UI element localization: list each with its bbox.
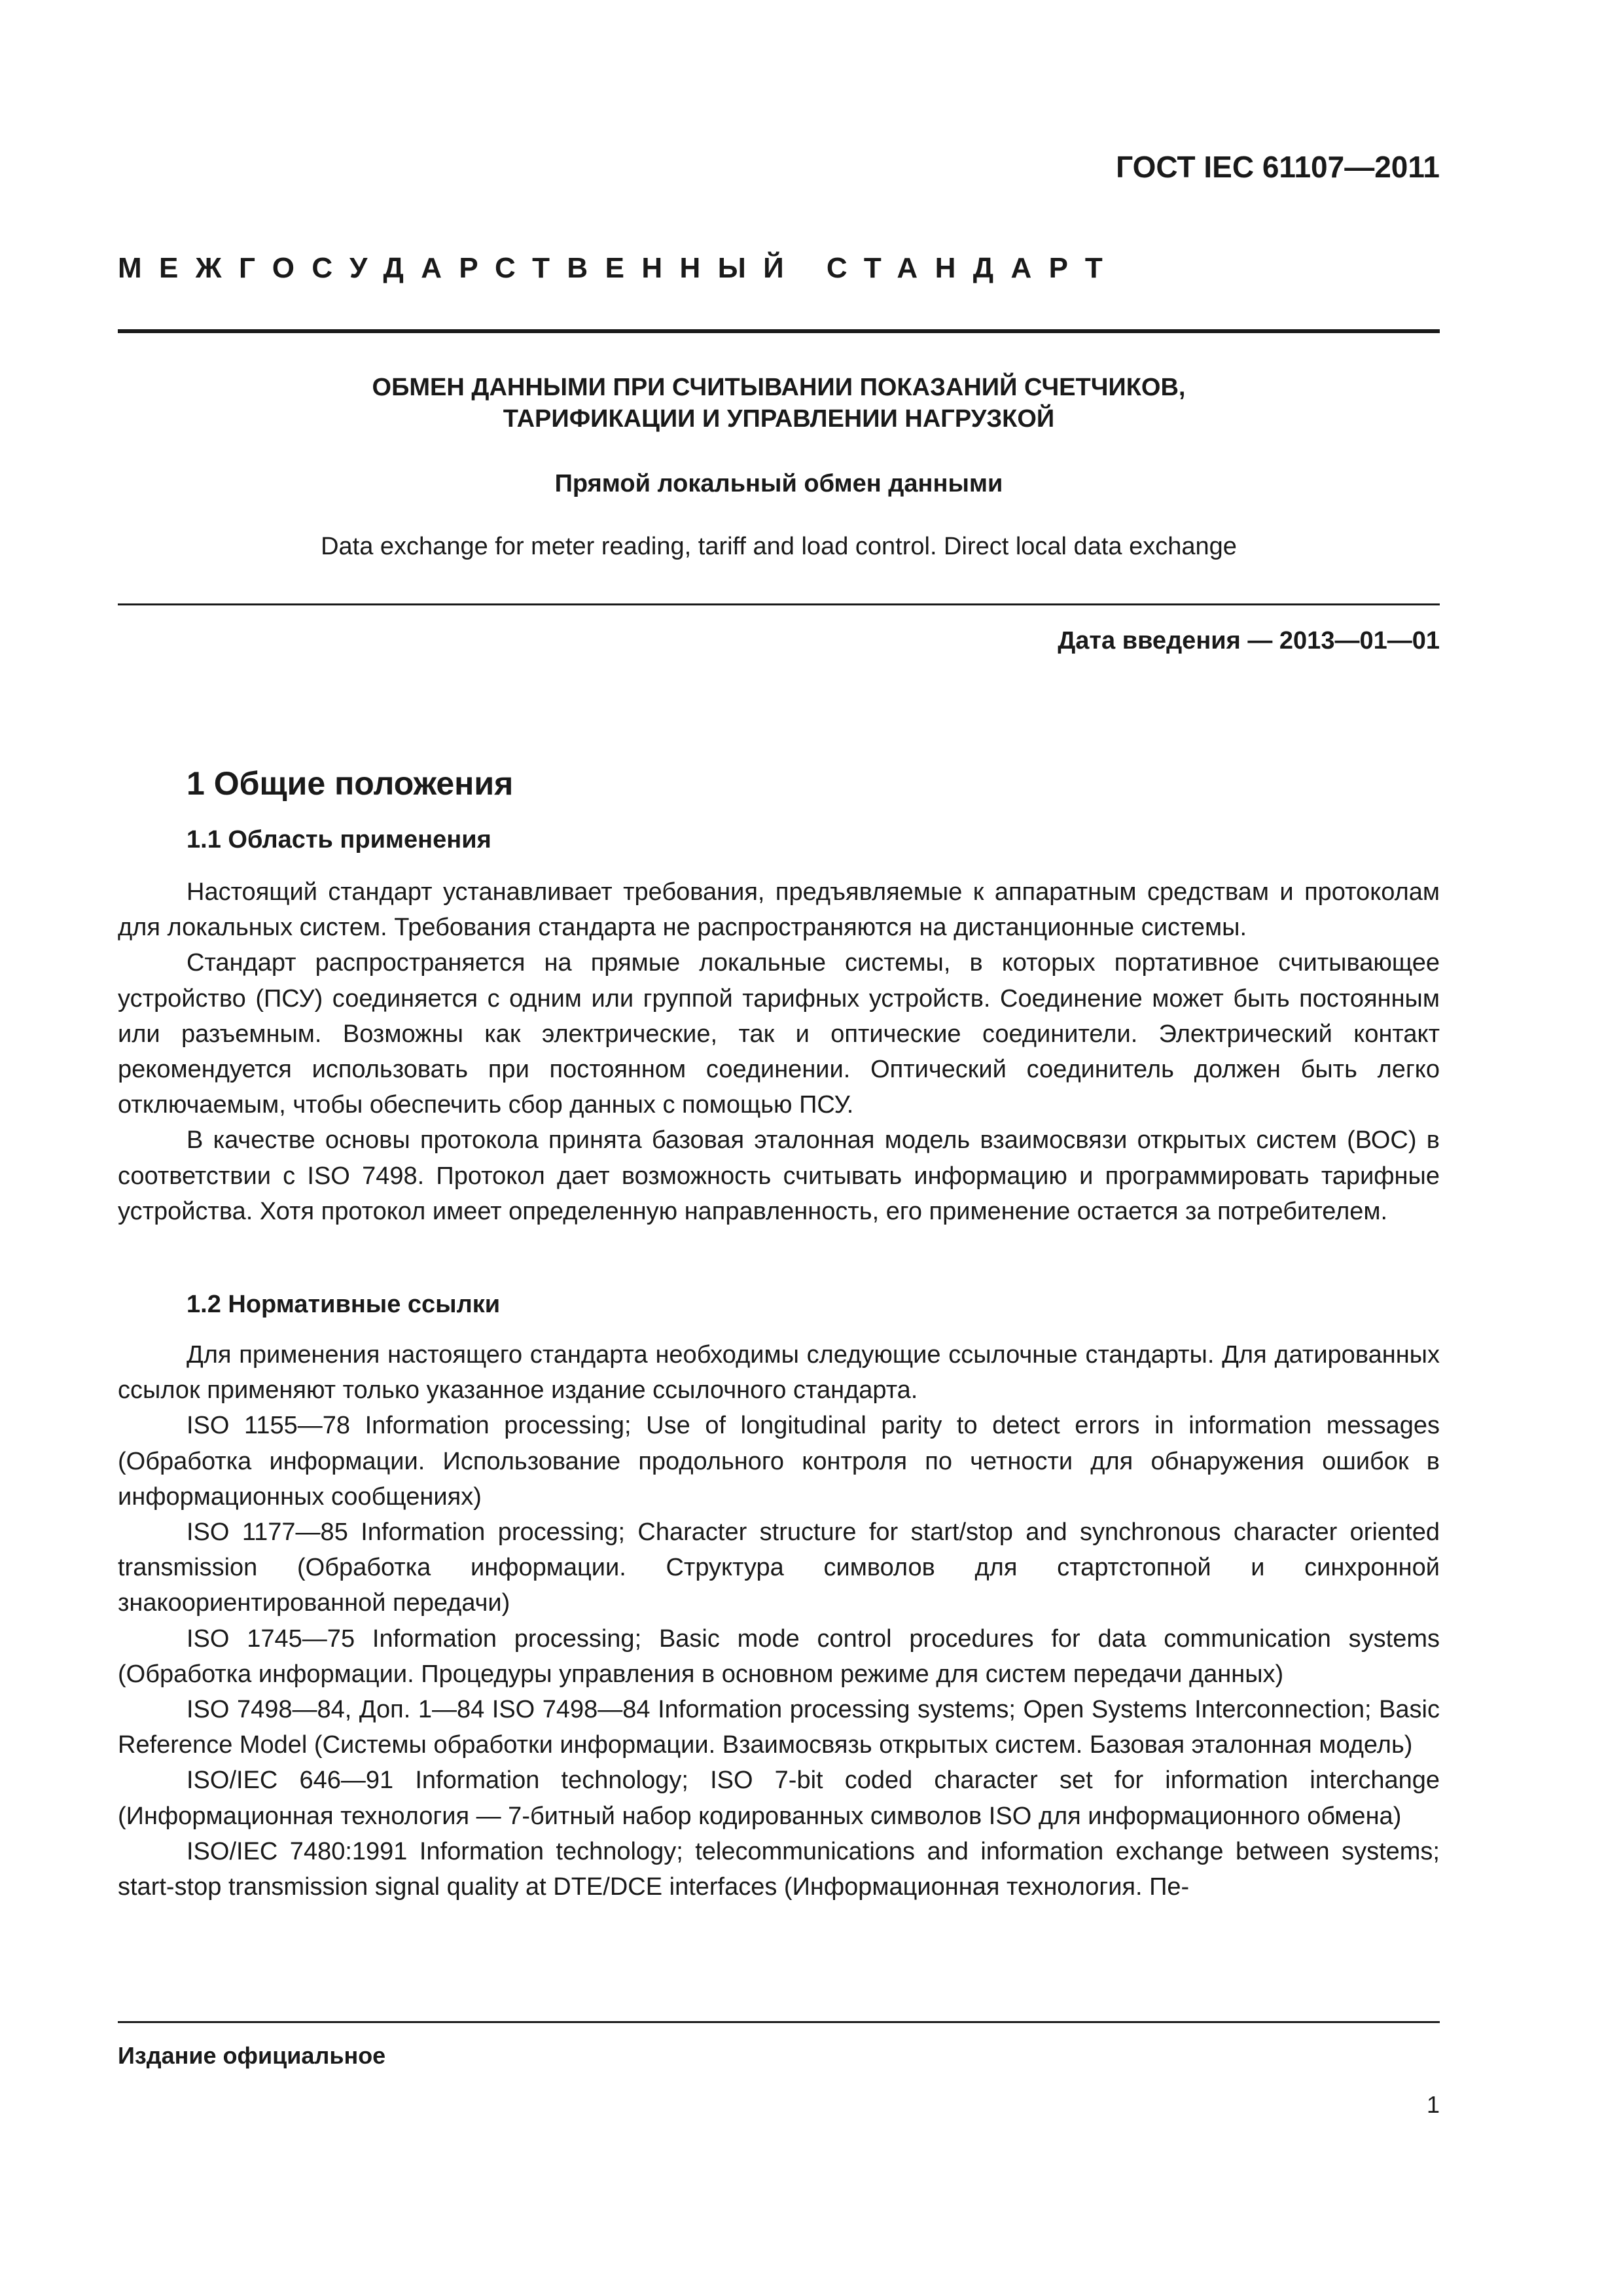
paragraph: Стандарт распространяется на прямые локальные системы, в которых портативное считывающее устройство (ПСУ) соединяется с одним или группой тарифных устройств. Соединение может быть постоянным или разъемным. Возможны как электрические, так и оптические соединители. Электрический контакт рекомендуется использовать при постоянном соединении. Оптический соединитель должен быть легко отключаемым, чтобы обеспечить сбор данных с помощью ПСУ.	[118, 949, 1440, 1119]
document-subtitle-ru: Прямой локальный обмен данными	[554, 470, 1003, 497]
section-1-2-heading: 1.2 Нормативные ссылки	[187, 1291, 501, 1318]
standard-type-label: МЕЖГОСУДАРСТВЕННЫЙ СТАНДАРТ	[118, 252, 1120, 284]
reference-entry: ISO/IEC 7480:1991 Information technology; telecommunications and information exchange between systems; start-stop transmission signal quality at DTE/DCE interfaces (Информационная технология. Пе-	[118, 1837, 1440, 1901]
paragraph: В качестве основы протокола принята базовая эталонная модель взаимосвязи открытых систем (ВОС) в соответствии с ISO 7498. Протокол дает возможность считывать информацию и программировать тарифные устройства. Хотя протокол имеет определенную направленность, его применение остается за потребителем.	[118, 1126, 1440, 1225]
title-line-1: ОБМЕН ДАННЫМИ ПРИ СЧИТЫВАНИИ ПОКАЗАНИЙ СЧЕТЧИКОВ,	[372, 374, 1186, 401]
footer-divider	[118, 2021, 1440, 2023]
reference-entry: ISO/IEC 646—91 Information technology; ISO 7-bit coded character set for information interchange (Информационная технология — 7-битный набор кодированных символов ISO для информационного обмена)	[118, 1767, 1440, 1830]
reference-entry: ISO 7498—84, Доп. 1—84 ISO 7498—84 Information processing systems; Open Systems Interconnection; Basic Reference Model (Системы обработки информации. Взаимосвязь открытых систем. Базовая эталонная модель)	[118, 1696, 1440, 1759]
title-divider	[118, 603, 1440, 605]
document-title-en: Data exchange for meter reading, tariff and load control. Direct local data exchange	[321, 533, 1237, 560]
page-number: 1	[1426, 2091, 1440, 2118]
section-1-heading: 1 Общие положения	[187, 765, 514, 802]
section-1-1-body	[118, 874, 1440, 1229]
reference-entry: ISO 1155—78 Information processing; Use of longitudinal parity to detect errors in information messages (Обработка информации. Использование продольного контроля по четности для обнаружения ошибок в информационных сообщениях)	[118, 1412, 1440, 1511]
title-line-2: ТАРИФИКАЦИИ И УПРАВЛЕНИИ НАГРУЗКОЙ	[503, 405, 1055, 433]
reference-entry: ISO 1177—85 Information processing; Character structure for start/stop and synchronous character oriented transmission (Обработка информации. Структура символов для стартстопной и синхронной знакоориентированной передачи)	[118, 1518, 1440, 1617]
section-1-1-heading: 1.1 Область применения	[187, 826, 491, 853]
document-title-ru	[118, 372, 1440, 435]
section-1-2-body	[118, 1337, 1440, 1905]
reference-entry: ISO 1745—75 Information processing; Basic mode control procedures for data communication systems (Обработка информации. Процедуры управления в основном режиме для систем передачи данных)	[118, 1624, 1440, 1688]
edition-label: Издание официальное	[118, 2042, 386, 2069]
paragraph: Настоящий стандарт устанавливает требования, предъявляемые к аппаратным средствам и протоколам для локальных систем. Требования стандарта не распространяются на дистанционные системы.	[118, 878, 1440, 942]
introduction-date: Дата введения — 2013—01—01	[1058, 627, 1440, 655]
top-divider	[118, 329, 1440, 333]
paragraph: Для применения настоящего стандарта необходимы следующие ссылочные стандарты. Для датированных ссылок применяют только указанное издание ссылочного стандарта.	[118, 1341, 1440, 1405]
document-number: ГОСТ IEC 61107—2011	[1116, 150, 1440, 184]
